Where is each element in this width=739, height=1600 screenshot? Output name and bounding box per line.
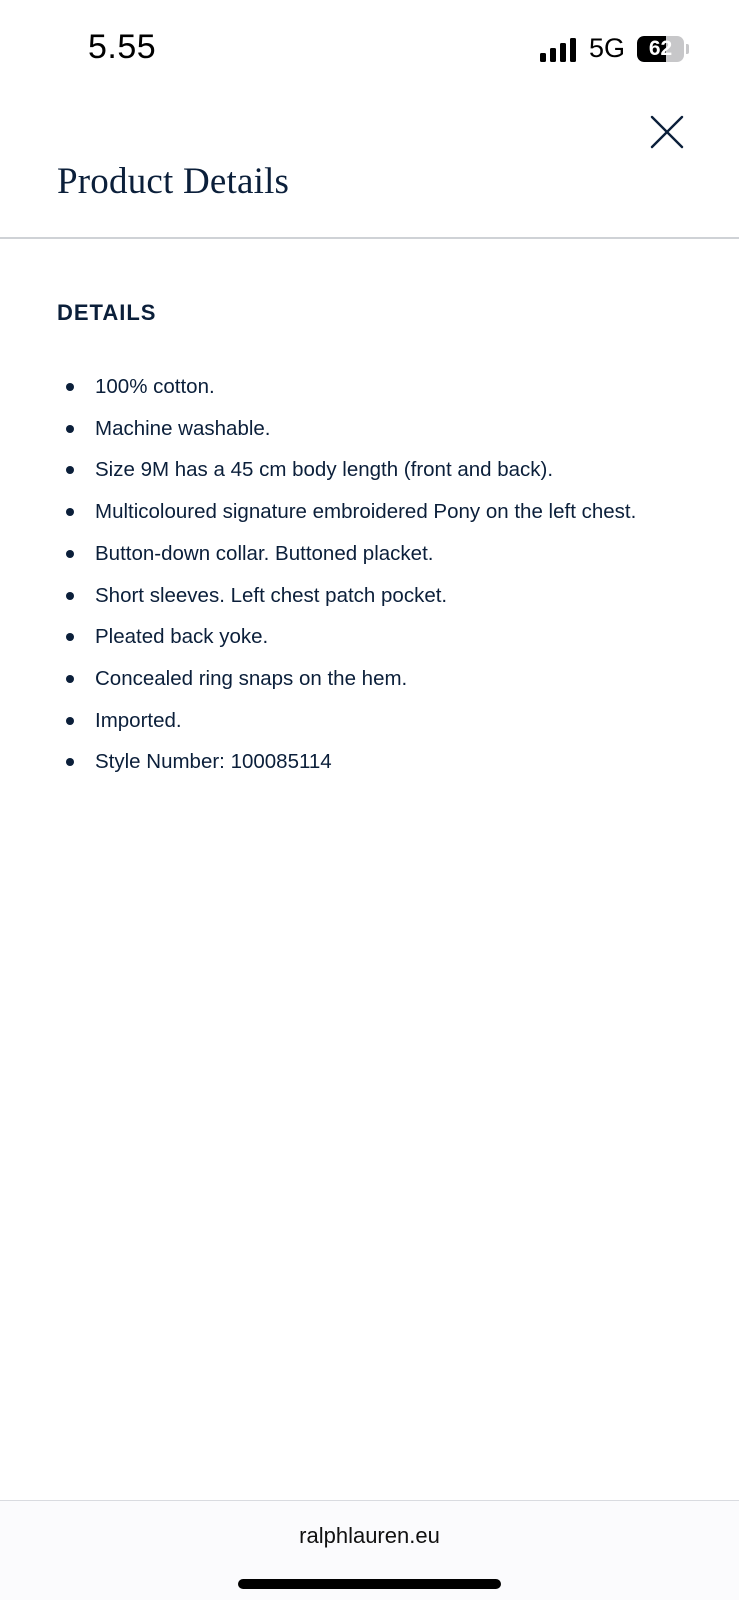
close-icon [648, 113, 686, 151]
detail-item: Pleated back yoke. [57, 616, 677, 658]
detail-item: Imported. [57, 700, 677, 742]
detail-item: 100% cotton. [57, 366, 677, 408]
detail-item: Multicoloured signature embroidered Pony on the left chest. [57, 491, 677, 533]
detail-item: Machine washable. [57, 408, 677, 450]
detail-item: Concealed ring snaps on the hem. [57, 658, 677, 700]
details-heading: DETAILS [57, 300, 157, 325]
battery-level: 62 [648, 37, 673, 60]
browser-address-bar[interactable] [0, 1500, 739, 1600]
battery-icon [637, 36, 687, 62]
details-list [57, 366, 677, 783]
status-time: 5.55 [88, 28, 157, 66]
url-label[interactable]: ralphlauren.eu [299, 1523, 440, 1548]
detail-item: Size 9M has a 45 cm body length (front and back). [57, 449, 677, 491]
detail-item: Button-down collar. Buttoned placket. [57, 533, 677, 575]
status-bar [0, 0, 739, 100]
page-title: Product Details [57, 161, 290, 202]
detail-item: Style Number: 100085114 [57, 741, 677, 783]
cellular-signal-icon [540, 38, 578, 62]
home-indicator[interactable] [238, 1579, 501, 1589]
network-type: 5G [589, 33, 626, 63]
header-divider [0, 237, 739, 239]
close-button[interactable] [648, 113, 686, 151]
detail-item: Short sleeves. Left chest patch pocket. [57, 575, 677, 617]
